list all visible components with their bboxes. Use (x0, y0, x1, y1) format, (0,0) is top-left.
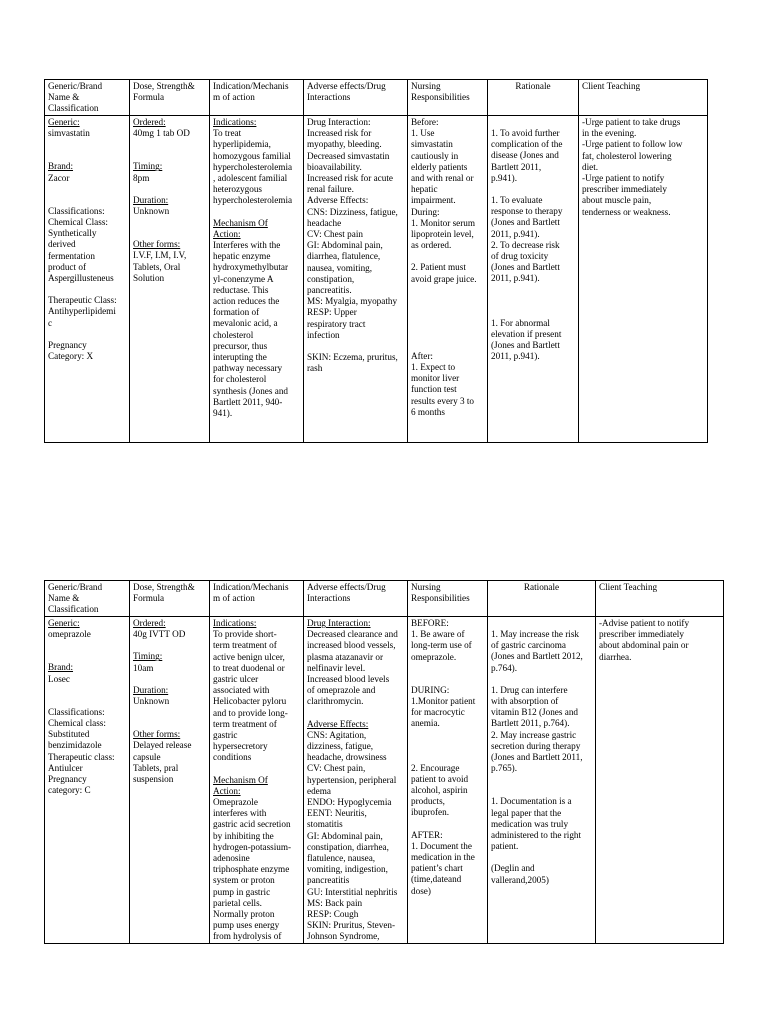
header-rationale: Rationale (488, 80, 579, 116)
adverse-label: Adverse Effects: (307, 718, 369, 729)
duration-label: Duration: (133, 684, 169, 695)
nursing-cell (408, 116, 488, 443)
rationale-3: 1. For abnormal elevation if present (Jones and Bartlett 2011, p.941). (491, 317, 562, 362)
generic-cell (45, 617, 130, 944)
header-generic: Generic/Brand Name & Classification (45, 80, 130, 116)
client-teaching: -Urge patient to take drugs in the evening. -Urge patient to follow low fat, cholesterol lowering diet. -Urge patient to notify prescriber immediately about muscle pain, tenderness or weakness. (582, 117, 683, 217)
other-forms-value: I.V.F, I.M, I.V, Tablets, Oral Solution (133, 250, 187, 283)
drug-card-simvastatin (44, 79, 708, 443)
generic-name: omeprazole (48, 629, 91, 640)
therapeutic-class: Therapeutic Class: Antihyperlipidemi c (48, 295, 117, 328)
other-forms-label: Other forms: (133, 729, 181, 740)
indication-cell (210, 617, 304, 944)
ordered-label: Ordered: (133, 117, 166, 127)
teaching-cell (579, 116, 708, 443)
adverse-cell (304, 116, 408, 443)
dose-cell (130, 116, 210, 443)
mechanism-text: Interferes with the hepatic enzyme hydroxymethylbutar yl-conenzyme A reductase. This action reduces the formation of mevalonic acid, a cholesterol precursor, thus interupting the pathway necessary for cholesterol synthesis (Jones and Bartlett 2011, 940- 941). (213, 240, 289, 419)
mechanism-text: Omeprazole interferes with gastric acid secretion by inhibiting the hydrogen-potassium- adenosine triphosphate enzyme system or proton pump in gastric parietal cells. Normally proton pump uses energy from hydrolysis of (213, 797, 292, 942)
generic-cell (45, 116, 130, 443)
header-rationale: Rationale (488, 581, 596, 617)
header-adverse: Adverse effects/Drug Interactions (304, 581, 408, 617)
other-forms-label: Other forms: (133, 239, 181, 250)
mechanism-label: Mechanism Of Action: (213, 217, 268, 239)
nursing-during-2: 2. Encourage patient to avoid alcohol, aspirin products, ibuprofen. (411, 762, 469, 818)
rationale-3: 1. Documentation is a legal paper that the medication was truly administered to the right patient. (491, 796, 582, 852)
nursing-during: DURING: 1.Monitor patient for macrocytic anemia. (411, 684, 476, 729)
body-row (45, 617, 724, 944)
brand-label: Brand: (48, 161, 74, 172)
pregnancy-category: Pregnancy Category: X (48, 339, 94, 362)
header-dose: Dose, Strength& Formula (130, 581, 210, 617)
header-generic: Generic/Brand Name & Classification (45, 581, 130, 617)
header-row (45, 80, 708, 116)
header-indication: Indication/Mechanis m of action (210, 80, 304, 116)
indications-text: To treat hyperlipidemia, homozygous familial hypercholesterolemia , adolescent familial heterozygous hypercholesterolemia (213, 128, 293, 206)
nursing-before: BEFORE: 1. Be aware of long-term use of omeprazole. (411, 618, 472, 662)
nursing-after: AFTER: 1. Document the medication in the patient’s chart (time,dateand dose) (411, 829, 475, 896)
timing-label: Timing: (133, 651, 163, 662)
adverse-cell (304, 617, 408, 944)
nursing-during: 2. Patient must avoid grape juice. (411, 262, 477, 284)
rationale-2: 1. To evaluate response to therapy (Jones and Bartlett 2011, p.941). 2. To decrease risk of drug toxicity (Jones and Bartlett 2011, p.941). (491, 195, 563, 284)
duration-label: Duration: (133, 194, 169, 205)
header-nursing: Nursing Responsibilities (408, 80, 488, 116)
indications-text: To provide short- term treatment of active benign ulcer, to treat duodenal or gastric ulcer associated with Helicobacter pyloru and to provide long- term treatment of gastric hypersecretory conditions (213, 629, 288, 763)
generic-label: Generic: (48, 618, 80, 628)
rationale-1: 1. To avoid further complication of the disease (Jones and Bartlett 2011, p.941). (491, 128, 563, 183)
brand-label: Brand: (48, 662, 74, 673)
brand-name: Zacor (48, 172, 70, 183)
header-teaching: Client Teaching (596, 581, 724, 617)
other-forms-value: Delayed release capsule Tablets, pral suspension (133, 740, 192, 785)
client-teaching: -Advise patient to notify prescriber immediately about abdominal pain or diarrhea. (599, 618, 690, 662)
header-dose: Dose, Strength& Formula (130, 80, 210, 116)
duration-value: Unknown (133, 206, 170, 217)
ordered-label: Ordered: (133, 618, 166, 628)
rationale-cell (488, 116, 579, 443)
dose-cell (130, 617, 210, 944)
ordered-value: 40mg 1 tab OD (133, 128, 190, 139)
generic-label: Generic: (48, 117, 80, 127)
timing-value: 8pm (133, 172, 150, 183)
classifications: Classifications: Chemical Class: Synthetically derived fermentation product of Aspergillusteneus (48, 205, 114, 284)
brand-name: Losec (48, 673, 70, 684)
header-adverse: Adverse effects/Drug Interactions (304, 80, 408, 116)
header-indication: Indication/Mechanis m of action (210, 581, 304, 617)
rationale-4: (Deglin and vallerand,2005) (491, 863, 549, 885)
nursing-before: Before: 1. Use simvastatin cautiously in elderly patients and with renal or hepatic impairment. During: 1. Monitor serum lipoprotein level, as ordered. (411, 117, 476, 251)
nursing-after: After: 1. Expect to monitor liver function test results every 3 to 6 months (411, 350, 475, 417)
drug-interaction-label: Drug Interaction: (307, 618, 371, 628)
teaching-cell (596, 617, 724, 944)
adverse-text: CNS: Agitation, dizziness, fatigue, headache, drowsiness CV: Chest pain, hypertension, peripheral edema ENDO: Hypoglycemia EENT: Neuritis, stomatitis GI: Abdominal pain, constipation, diarrhea, flatulence, nausea, vomiting, indigestion, pancreatitis GU: Interstitial nephritis MS: Back pain RESP: Cough SKIN: Pruritus, Steven- Johnson Syndrome, (307, 729, 398, 942)
timing-value: 10am (133, 662, 154, 673)
drug-interaction-text: Decreased clearance and increased blood vessels, plasma atazanavir or nelfinavir level. Increased blood levels of omeprazole and clarithromycin. (307, 629, 398, 707)
generic-name: simvastatin (48, 128, 90, 139)
drug-card-omeprazole (44, 580, 724, 944)
body-row (45, 116, 708, 443)
indications-label: Indications: (213, 117, 257, 127)
mechanism-label: Mechanism Of Action: (213, 774, 268, 796)
indication-cell (210, 116, 304, 443)
nursing-cell (408, 617, 488, 944)
ordered-value: 40g IVTT OD (133, 629, 186, 640)
classifications: Classifications: Chemical class: Substituted benzimidazole Therapeutic class: Antiulcer Pregnancy category: C (48, 706, 115, 796)
rationale-2: 1. Drug can interfere with absorption of vitamin B12 (Jones and Bartlett 2011, p.764). 2. May increase gastric secretion during therapy (Jones and Bartlett 2011, p.765). (491, 684, 583, 774)
header-nursing: Nursing Responsibilities (408, 581, 488, 617)
timing-label: Timing: (133, 161, 163, 172)
rationale-1: 1. May increase the risk of gastric carcinoma (Jones and Bartlett 2012, p.764). (491, 629, 583, 673)
duration-value: Unknown (133, 696, 170, 707)
rationale-cell (488, 617, 596, 944)
adverse-skin: SKIN: Eczema, pruritus, rash (307, 352, 398, 374)
header-teaching: Client Teaching (579, 80, 708, 116)
indications-label: Indications: (213, 618, 257, 628)
adverse-text: Drug Interaction: Increased risk for myopathy, bleeding. Decreased simvastatin bioavailability. Increased risk for acute renal failure. Adverse Effects: CNS: Dizziness, fatigue, headache CV: Chest pain GI: Abdominal pain, diarrhea, flatulence, nausea, vomiting, constipation, pancreatitis. MS: Myalgia, myopathy RESP: Upper respiratory tract infection (307, 117, 398, 340)
header-row (45, 581, 724, 617)
